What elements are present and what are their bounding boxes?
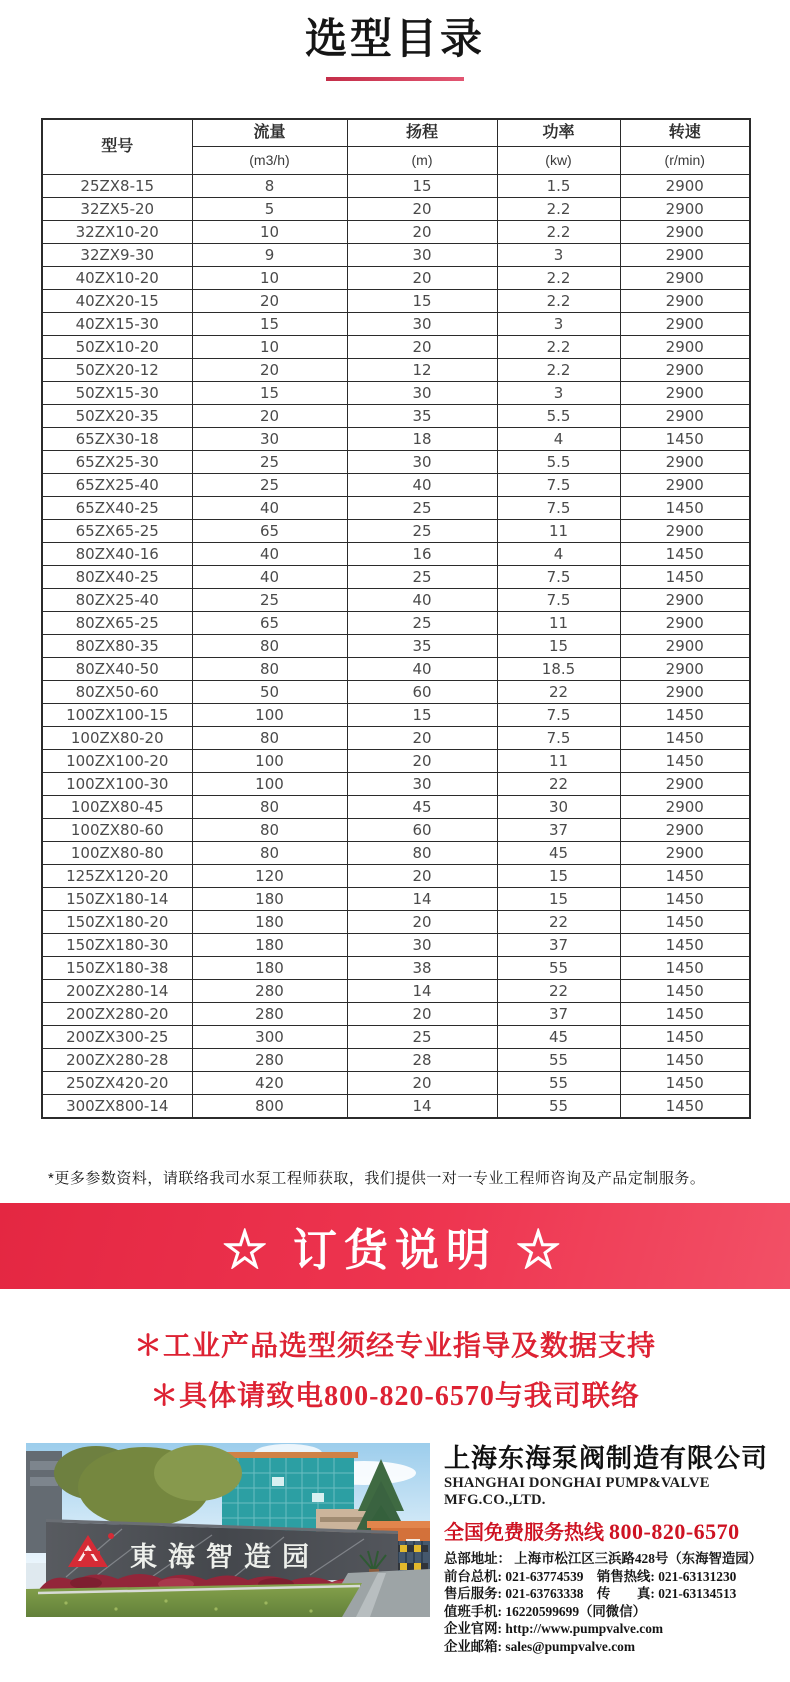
model-cell: 50ZX20-12 [42, 359, 192, 382]
power-cell: 7.5 [497, 474, 620, 497]
speed-cell: 2900 [620, 221, 750, 244]
table-note: *更多参数资料，请联络我司水泵工程师获取，我们提供一对一专业工程师咨询及产品定制服务。 [48, 1170, 706, 1187]
flow-cell: 15 [192, 382, 347, 405]
table-row [42, 474, 750, 497]
page-title: 选型目录 [304, 15, 485, 62]
table-row [42, 267, 750, 290]
speed-cell: 2900 [620, 635, 750, 658]
speed-cell: 2900 [620, 589, 750, 612]
head-cell: 20 [347, 750, 497, 773]
sign-text: 東海智造园 [130, 1542, 320, 1572]
speed-cell: 1450 [620, 934, 750, 957]
table-row [42, 796, 750, 819]
head-cell: 40 [347, 658, 497, 681]
notice-line-1: ＊工业产品选型须经专业指导及数据支持 [133, 1331, 656, 1362]
model-cell: 80ZX25-40 [42, 589, 192, 612]
power-cell: 45 [497, 1026, 620, 1049]
power-cell: 55 [497, 1049, 620, 1072]
table-row [42, 635, 750, 658]
flow-cell: 20 [192, 290, 347, 313]
flow-cell: 25 [192, 451, 347, 474]
company-detail-line: 前台总机: 021-63774539 销售热线: 021-63131230 [444, 1568, 737, 1584]
model-cell: 100ZX100-30 [42, 773, 192, 796]
table-row [42, 428, 750, 451]
speed-cell: 1450 [620, 911, 750, 934]
model-cell: 50ZX15-30 [42, 382, 192, 405]
company-detail-line: 售后服务: 021-63763338 传 真: 021-63134513 [444, 1586, 737, 1602]
power-cell: 22 [497, 773, 620, 796]
flow-cell: 10 [192, 267, 347, 290]
table-row [42, 520, 750, 543]
power-cell: 2.2 [497, 221, 620, 244]
power-cell: 5.5 [497, 451, 620, 474]
flow-cell: 300 [192, 1026, 347, 1049]
power-cell: 7.5 [497, 727, 620, 750]
company-detail-line: 值班手机: 16220599699（同微信） [444, 1603, 646, 1619]
speed-cell: 2900 [620, 474, 750, 497]
model-cell: 32ZX10-20 [42, 221, 192, 244]
speed-cell: 2900 [620, 175, 750, 198]
head-cell: 30 [347, 382, 497, 405]
model-cell: 40ZX15-30 [42, 313, 192, 336]
head-cell: 25 [347, 612, 497, 635]
speed-cell: 2900 [620, 520, 750, 543]
speed-cell: 2900 [620, 681, 750, 704]
head-cell: 25 [347, 566, 497, 589]
model-cell: 65ZX25-30 [42, 451, 192, 474]
table-row [42, 681, 750, 704]
power-cell: 2.2 [497, 198, 620, 221]
flow-cell: 8 [192, 175, 347, 198]
table-row [42, 221, 750, 244]
speed-cell: 2900 [620, 290, 750, 313]
flow-cell: 80 [192, 635, 347, 658]
model-cell: 80ZX65-25 [42, 612, 192, 635]
table-header [42, 119, 750, 175]
col-header-flow: 流量 [192, 119, 347, 147]
table-row [42, 1026, 750, 1049]
head-cell: 30 [347, 773, 497, 796]
model-cell: 80ZX40-25 [42, 566, 192, 589]
head-cell: 20 [347, 727, 497, 750]
pump-selection-table [41, 118, 751, 1119]
power-cell: 55 [497, 1095, 620, 1119]
table-row [42, 198, 750, 221]
speed-cell: 2900 [620, 336, 750, 359]
head-cell: 25 [347, 497, 497, 520]
flow-cell: 30 [192, 428, 347, 451]
table-row [42, 773, 750, 796]
speed-cell: 2900 [620, 267, 750, 290]
model-cell: 80ZX40-50 [42, 658, 192, 681]
head-cell: 20 [347, 336, 497, 359]
model-cell: 200ZX300-25 [42, 1026, 192, 1049]
table-row [42, 313, 750, 336]
flow-cell: 80 [192, 658, 347, 681]
head-cell: 28 [347, 1049, 497, 1072]
head-cell: 18 [347, 428, 497, 451]
power-cell: 30 [497, 796, 620, 819]
power-cell: 7.5 [497, 497, 620, 520]
power-cell: 45 [497, 842, 620, 865]
table-row [42, 497, 750, 520]
model-cell: 100ZX80-20 [42, 727, 192, 750]
power-cell: 7.5 [497, 566, 620, 589]
power-cell: 3 [497, 382, 620, 405]
table-row [42, 244, 750, 267]
ordering-instructions-title: ☆ 订货说明 ☆ [222, 1226, 568, 1275]
hotline-label: 全国免费服务热线 [444, 1522, 604, 1544]
power-cell: 3 [497, 244, 620, 267]
head-cell: 14 [347, 888, 497, 911]
head-cell: 45 [347, 796, 497, 819]
model-cell: 150ZX180-14 [42, 888, 192, 911]
power-cell: 4 [497, 428, 620, 451]
hotline-number: 800-820-6570 [609, 1519, 740, 1544]
col-unit-power: (kw) [497, 147, 620, 175]
col-unit-speed: (r/min) [620, 147, 750, 175]
flow-cell: 80 [192, 842, 347, 865]
model-cell: 150ZX180-20 [42, 911, 192, 934]
power-cell: 3 [497, 313, 620, 336]
speed-cell: 1450 [620, 888, 750, 911]
table-row [42, 175, 750, 198]
model-cell: 100ZX100-20 [42, 750, 192, 773]
speed-cell: 1450 [620, 497, 750, 520]
col-header-head: 扬程 [347, 119, 497, 147]
speed-cell: 2900 [620, 796, 750, 819]
table-row [42, 451, 750, 474]
flow-cell: 80 [192, 727, 347, 750]
power-cell: 18.5 [497, 658, 620, 681]
head-cell: 15 [347, 175, 497, 198]
model-cell: 100ZX80-60 [42, 819, 192, 842]
flow-cell: 10 [192, 336, 347, 359]
title-section [0, 14, 790, 81]
table-row [42, 405, 750, 428]
power-cell: 2.2 [497, 336, 620, 359]
flow-cell: 100 [192, 704, 347, 727]
speed-cell: 1450 [620, 727, 750, 750]
col-header-model: 型号 [42, 119, 192, 175]
model-cell: 65ZX25-40 [42, 474, 192, 497]
model-cell: 200ZX280-20 [42, 1003, 192, 1026]
model-cell: 150ZX180-30 [42, 934, 192, 957]
table-row [42, 658, 750, 681]
factory-photo [26, 1443, 430, 1617]
model-cell: 80ZX40-16 [42, 543, 192, 566]
power-cell: 22 [497, 681, 620, 704]
table-row [42, 865, 750, 888]
flow-cell: 25 [192, 474, 347, 497]
head-cell: 60 [347, 681, 497, 704]
flow-cell: 80 [192, 819, 347, 842]
speed-cell: 2900 [620, 359, 750, 382]
head-cell: 30 [347, 451, 497, 474]
flow-cell: 65 [192, 612, 347, 635]
flow-cell: 180 [192, 957, 347, 980]
table-row [42, 704, 750, 727]
model-cell: 300ZX800-14 [42, 1095, 192, 1119]
company-name-en: SHANGHAI DONGHAI PUMP&VALVE MFG.CO.,LTD. [444, 1475, 710, 1508]
flow-cell: 280 [192, 1003, 347, 1026]
table-row [42, 566, 750, 589]
flow-cell: 20 [192, 405, 347, 428]
table-row [42, 1003, 750, 1026]
power-cell: 5.5 [497, 405, 620, 428]
model-cell: 200ZX280-14 [42, 980, 192, 1003]
flow-cell: 420 [192, 1072, 347, 1095]
speed-cell: 2900 [620, 198, 750, 221]
flow-cell: 25 [192, 589, 347, 612]
power-cell: 7.5 [497, 589, 620, 612]
power-cell: 55 [497, 1072, 620, 1095]
table-row [42, 911, 750, 934]
flow-cell: 9 [192, 244, 347, 267]
model-cell: 100ZX100-15 [42, 704, 192, 727]
power-cell: 4 [497, 543, 620, 566]
model-cell: 65ZX40-25 [42, 497, 192, 520]
flow-cell: 800 [192, 1095, 347, 1119]
flow-cell: 80 [192, 796, 347, 819]
table-row [42, 359, 750, 382]
power-cell: 11 [497, 520, 620, 543]
model-cell: 40ZX20-15 [42, 290, 192, 313]
head-cell: 40 [347, 589, 497, 612]
head-cell: 20 [347, 198, 497, 221]
table-row [42, 1049, 750, 1072]
power-cell: 37 [497, 1003, 620, 1026]
power-cell: 2.2 [497, 267, 620, 290]
power-cell: 11 [497, 612, 620, 635]
table-row [42, 336, 750, 359]
head-cell: 20 [347, 267, 497, 290]
head-cell: 38 [347, 957, 497, 980]
flow-cell: 180 [192, 888, 347, 911]
speed-cell: 1450 [620, 543, 750, 566]
power-cell: 2.2 [497, 290, 620, 313]
flow-cell: 280 [192, 980, 347, 1003]
table-row [42, 1072, 750, 1095]
table-row [42, 750, 750, 773]
head-cell: 25 [347, 520, 497, 543]
power-cell: 15 [497, 635, 620, 658]
speed-cell: 1450 [620, 1026, 750, 1049]
head-cell: 15 [347, 290, 497, 313]
table-row [42, 290, 750, 313]
model-cell: 250ZX420-20 [42, 1072, 192, 1095]
power-cell: 37 [497, 934, 620, 957]
flow-cell: 180 [192, 934, 347, 957]
model-cell: 50ZX20-35 [42, 405, 192, 428]
speed-cell: 1450 [620, 566, 750, 589]
table-row [42, 980, 750, 1003]
power-cell: 22 [497, 911, 620, 934]
flow-cell: 65 [192, 520, 347, 543]
head-cell: 20 [347, 1072, 497, 1095]
head-cell: 15 [347, 704, 497, 727]
head-cell: 14 [347, 1095, 497, 1119]
speed-cell: 2900 [620, 451, 750, 474]
speed-cell: 2900 [620, 405, 750, 428]
model-cell: 25ZX8-15 [42, 175, 192, 198]
speed-cell: 1450 [620, 865, 750, 888]
table-row [42, 382, 750, 405]
flow-cell: 180 [192, 911, 347, 934]
company-detail-line: 总部地址： 上海市松江区三浜路428号（东海智造园） [444, 1551, 763, 1566]
flow-cell: 15 [192, 313, 347, 336]
notice-line-2: ＊具体请致电800-820-6570与我司联络 [150, 1381, 640, 1412]
head-cell: 20 [347, 1003, 497, 1026]
speed-cell: 1450 [620, 980, 750, 1003]
speed-cell: 1450 [620, 1072, 750, 1095]
model-cell: 200ZX280-28 [42, 1049, 192, 1072]
head-cell: 35 [347, 635, 497, 658]
power-cell: 55 [497, 957, 620, 980]
power-cell: 7.5 [497, 704, 620, 727]
ordering-instructions-banner [0, 1203, 790, 1289]
head-cell: 25 [347, 1026, 497, 1049]
model-cell: 100ZX80-80 [42, 842, 192, 865]
table-row [42, 543, 750, 566]
table-row [42, 888, 750, 911]
col-unit-flow: (m3/h) [192, 147, 347, 175]
model-cell: 80ZX50-60 [42, 681, 192, 704]
col-header-speed: 转速 [620, 119, 750, 147]
speed-cell: 1450 [620, 957, 750, 980]
flow-cell: 100 [192, 750, 347, 773]
head-cell: 30 [347, 313, 497, 336]
col-header-power: 功率 [497, 119, 620, 147]
table-row [42, 842, 750, 865]
table-body [42, 175, 750, 1119]
model-cell: 150ZX180-38 [42, 957, 192, 980]
flow-cell: 10 [192, 221, 347, 244]
hotline [444, 1516, 770, 1545]
model-cell: 32ZX5-20 [42, 198, 192, 221]
speed-cell: 2900 [620, 842, 750, 865]
speed-cell: 1450 [620, 750, 750, 773]
table-row [42, 934, 750, 957]
footer-section [26, 1443, 770, 1656]
title-underline [326, 77, 464, 81]
flow-cell: 40 [192, 566, 347, 589]
speed-cell: 2900 [620, 382, 750, 405]
model-cell: 125ZX120-20 [42, 865, 192, 888]
table-row [42, 957, 750, 980]
power-cell: 22 [497, 980, 620, 1003]
head-cell: 20 [347, 911, 497, 934]
notice-section [0, 1322, 790, 1422]
head-cell: 40 [347, 474, 497, 497]
head-cell: 12 [347, 359, 497, 382]
head-cell: 20 [347, 221, 497, 244]
table-row [42, 727, 750, 750]
head-cell: 30 [347, 934, 497, 957]
power-cell: 15 [497, 865, 620, 888]
power-cell: 1.5 [497, 175, 620, 198]
flow-cell: 40 [192, 497, 347, 520]
power-cell: 15 [497, 888, 620, 911]
speed-cell: 1450 [620, 428, 750, 451]
power-cell: 11 [497, 750, 620, 773]
speed-cell: 2900 [620, 773, 750, 796]
company-info [444, 1443, 770, 1656]
head-cell: 20 [347, 865, 497, 888]
model-cell: 50ZX10-20 [42, 336, 192, 359]
flow-cell: 120 [192, 865, 347, 888]
speed-cell: 1450 [620, 1095, 750, 1119]
table-row [42, 1095, 750, 1119]
table-row [42, 612, 750, 635]
head-cell: 80 [347, 842, 497, 865]
head-cell: 35 [347, 405, 497, 428]
model-cell: 65ZX30-18 [42, 428, 192, 451]
table-row [42, 819, 750, 842]
flow-cell: 280 [192, 1049, 347, 1072]
flow-cell: 100 [192, 773, 347, 796]
head-cell: 16 [347, 543, 497, 566]
speed-cell: 2900 [620, 313, 750, 336]
model-cell: 40ZX10-20 [42, 267, 192, 290]
model-cell: 65ZX65-25 [42, 520, 192, 543]
company-details [444, 1550, 770, 1656]
speed-cell: 2900 [620, 612, 750, 635]
model-cell: 80ZX80-35 [42, 635, 192, 658]
flow-cell: 50 [192, 681, 347, 704]
col-unit-head: (m) [347, 147, 497, 175]
speed-cell: 2900 [620, 658, 750, 681]
head-cell: 60 [347, 819, 497, 842]
head-cell: 30 [347, 244, 497, 267]
speed-cell: 2900 [620, 819, 750, 842]
speed-cell: 1450 [620, 704, 750, 727]
company-detail-line: 企业邮箱: sales@pumpvalve.com [444, 1638, 635, 1654]
flow-cell: 5 [192, 198, 347, 221]
speed-cell: 1450 [620, 1003, 750, 1026]
flow-cell: 40 [192, 543, 347, 566]
speed-cell: 2900 [620, 244, 750, 267]
power-cell: 37 [497, 819, 620, 842]
flow-cell: 20 [192, 359, 347, 382]
model-cell: 100ZX80-45 [42, 796, 192, 819]
speed-cell: 1450 [620, 1049, 750, 1072]
company-detail-line: 企业官网: http://www.pumpvalve.com [444, 1621, 664, 1637]
table-row [42, 589, 750, 612]
model-cell: 32ZX9-30 [42, 244, 192, 267]
power-cell: 2.2 [497, 359, 620, 382]
head-cell: 14 [347, 980, 497, 1003]
company-name-cn: 上海东海泵阀制造有限公司 [444, 1443, 769, 1473]
